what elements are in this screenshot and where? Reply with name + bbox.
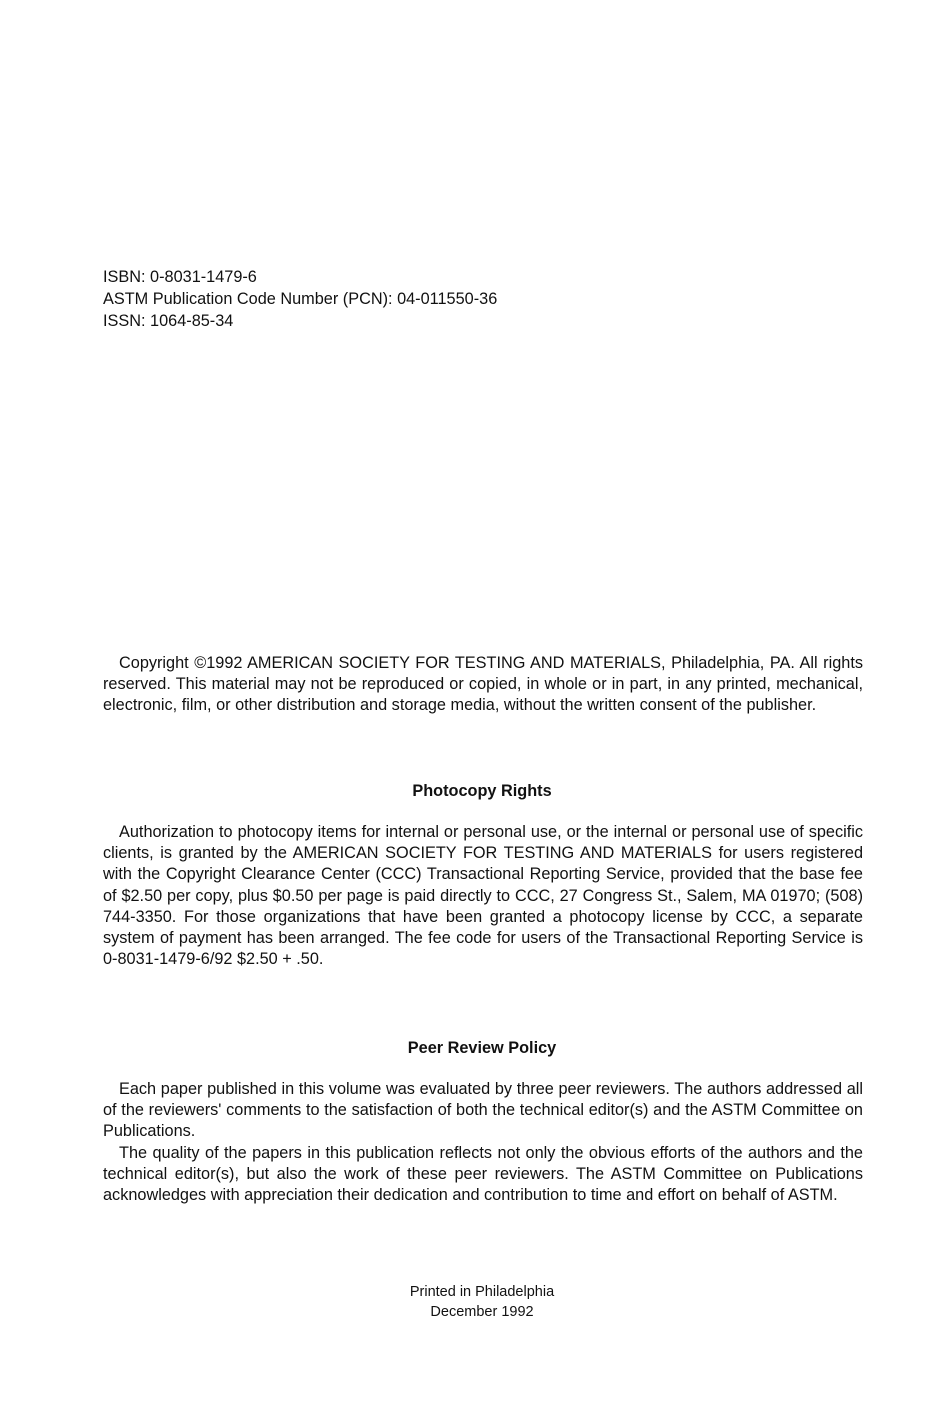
photocopy-rights-paragraph: Authorization to photocopy items for internal or personal use, or the internal or personal use of specific clients, is granted by the AMERICAN SOCIETY FOR TESTING AND MATERIALS for users registered with the Copyright Clearance Center (CCC) Transactional Reporting Service, provided that the base fee of $2.50 per copy, plus $0.50 per page is paid directly to CCC, 27 Congress St., Salem, MA 01970; (508) 744-3350. For those organizations that have been granted a photocopy license by CCC, a separate system of payment has been arranged. The fee code for users of the Transactional Reporting Service is 0-8031-1479-6/92 $2.50 + .50. <box>103 823 863 969</box>
issn-line: ISSN: 1064-85-34 <box>103 312 234 330</box>
printed-date: December 1992 <box>430 1304 534 1320</box>
peer-review-heading: Peer Review Policy <box>407 1039 557 1057</box>
photocopy-rights-heading: Photocopy Rights <box>412 782 552 800</box>
copyright-paragraph: Copyright ©1992 AMERICAN SOCIETY FOR TESTING AND MATERIALS, Philadelphia, PA. All rights reserved. This material may not be reproduced or copied, in whole or in part, in any printed, mechanical, electronic, film, or other distribution and storage media, without the written consent of the publisher. <box>103 654 863 715</box>
copyright-notice <box>103 653 863 717</box>
peer-review-paragraph-1: Each paper published in this volume was evaluated by three peer reviewers. The authors addressed all of the reviewers' comments to the satisfaction of both the technical editor(s) and the ASTM Committee on Publications. <box>103 1080 863 1141</box>
photocopy-rights-section <box>103 822 863 970</box>
printed-location: Printed in Philadelphia <box>409 1284 555 1300</box>
pcn-line: ASTM Publication Code Number (PCN): 04-011550-36 <box>103 290 498 308</box>
isbn-line: ISBN: 0-8031-1479-6 <box>103 268 257 286</box>
peer-review-section <box>103 1079 863 1206</box>
peer-review-paragraph-2: The quality of the papers in this publication reflects not only the obvious efforts of the authors and the technical editor(s), but also the work of these peer reviewers. The ASTM Committee on Publications acknowledges with appreciation their dedication and contribution to time and effort on behalf of ASTM. <box>103 1143 863 1205</box>
